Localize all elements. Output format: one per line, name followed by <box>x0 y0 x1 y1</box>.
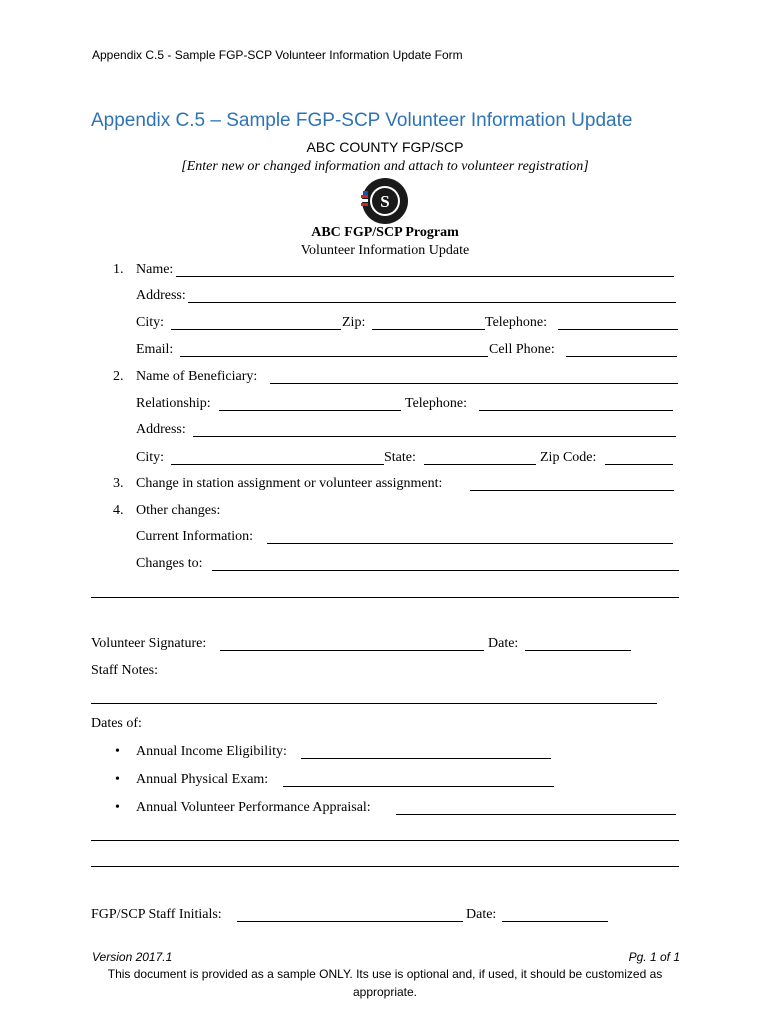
address-field[interactable] <box>188 302 676 303</box>
assignment-change-label: Change in station assignment or volunteer assignment: <box>136 476 443 491</box>
program-name: ABC FGP/SCP Program <box>311 225 459 240</box>
cell-phone-label: Cell Phone: <box>489 342 555 357</box>
current-information-label: Current Information: <box>136 529 254 544</box>
beneficiary-city-label: City: <box>136 450 165 465</box>
state-field[interactable] <box>424 464 536 465</box>
current-information-field[interactable] <box>267 543 673 544</box>
zip-code-label: Zip Code: <box>540 450 597 465</box>
name-label: Name: <box>136 262 174 277</box>
beneficiary-telephone-label: Telephone: <box>405 396 467 411</box>
staff-initials-field[interactable] <box>237 921 463 922</box>
state-label: State: <box>384 450 416 465</box>
page-header: Appendix C.5 - Sample FGP-SCP Volunteer Information Update Form <box>92 48 463 62</box>
email-field[interactable] <box>180 356 488 357</box>
changes-to-label: Changes to: <box>136 556 203 571</box>
beneficiary-address-field[interactable] <box>193 436 676 437</box>
income-eligibility-label: Annual Income Eligibility: <box>136 744 287 759</box>
volunteer-signature-field[interactable] <box>220 650 484 651</box>
dates-of-label: Dates of: <box>91 716 142 731</box>
performance-appraisal-field[interactable] <box>396 814 676 815</box>
signature-date-field[interactable] <box>525 650 631 651</box>
version-text: Version 2017.1 <box>92 950 173 964</box>
zip-label: Zip: <box>342 315 366 330</box>
volunteer-signature-label: Volunteer Signature: <box>91 636 207 651</box>
changes-to-field[interactable] <box>212 570 679 571</box>
disclaimer-line-2: appropriate. <box>352 985 418 999</box>
zip-field[interactable] <box>372 329 485 330</box>
income-eligibility-field[interactable] <box>301 758 551 759</box>
bullet-icon: • <box>115 744 120 759</box>
relationship-field[interactable] <box>219 410 401 411</box>
initials-date-label: Date: <box>466 907 497 922</box>
item-number-4: 4. <box>113 503 124 518</box>
email-label: Email: <box>136 342 174 357</box>
staff-initials-label: FGP/SCP Staff Initials: <box>91 907 222 922</box>
notes-line-1[interactable] <box>91 840 679 841</box>
zip-code-field[interactable] <box>605 464 673 465</box>
page-title: Appendix C.5 – Sample FGP-SCP Volunteer Information Update <box>91 110 633 131</box>
form-title: Volunteer Information Update <box>300 243 470 258</box>
beneficiary-telephone-field[interactable] <box>479 410 673 411</box>
staff-notes-label: Staff Notes: <box>91 663 159 678</box>
svg-text:S: S <box>380 192 390 211</box>
relationship-label: Relationship: <box>136 396 211 411</box>
address-label: Address: <box>136 288 186 303</box>
beneficiary-city-field[interactable] <box>171 464 384 465</box>
bullet-icon: • <box>115 800 120 815</box>
assignment-change-field[interactable] <box>470 490 674 491</box>
notes-line-2[interactable] <box>91 866 679 867</box>
beneficiary-label: Name of Beneficiary: <box>136 369 258 384</box>
beneficiary-field[interactable] <box>270 383 678 384</box>
item-number-3: 3. <box>113 476 124 491</box>
telephone-label: Telephone: <box>485 315 547 330</box>
signature-date-label: Date: <box>488 636 519 651</box>
initials-date-field[interactable] <box>502 921 608 922</box>
physical-exam-field[interactable] <box>283 786 554 787</box>
page-number: Pg. 1 of 1 <box>628 950 680 964</box>
changes-continuation-line[interactable] <box>91 597 679 598</box>
telephone-field[interactable] <box>558 329 678 330</box>
staff-notes-field[interactable] <box>91 703 657 704</box>
senior-corps-logo <box>361 177 409 225</box>
performance-appraisal-label: Annual Volunteer Performance Appraisal: <box>136 800 371 815</box>
county-name: ABC COUNTY FGP/SCP <box>306 139 464 155</box>
item-number-2: 2. <box>113 369 124 384</box>
other-changes-label: Other changes: <box>136 503 221 518</box>
instruction-text: [Enter new or changed information and attach to volunteer registration] <box>181 159 589 174</box>
bullet-icon: • <box>115 772 120 787</box>
item-number-1: 1. <box>113 262 124 277</box>
physical-exam-label: Annual Physical Exam: <box>136 772 269 787</box>
name-field[interactable] <box>176 276 674 277</box>
city-field[interactable] <box>171 329 341 330</box>
city-label: City: <box>136 315 165 330</box>
senior-corps-seal-icon <box>361 177 409 225</box>
cell-phone-field[interactable] <box>566 356 677 357</box>
disclaimer-line-1: This document is provided as a sample ONLY. Its use is optional and, if used, it should be customized as <box>107 967 663 981</box>
beneficiary-address-label: Address: <box>136 422 186 437</box>
